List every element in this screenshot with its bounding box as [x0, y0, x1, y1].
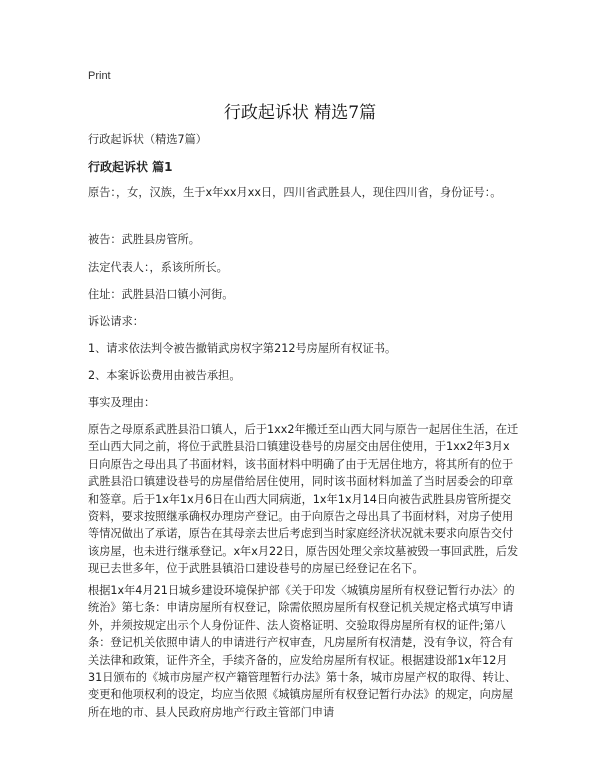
address-paragraph: 住址：武胜县沿口镇小河街。: [88, 288, 234, 301]
section-heading: 行政起诉状 篇1: [88, 160, 173, 174]
claim-item-1: 1、请求依法判令被告撤销武房权字第212号房屋所有权证书。: [88, 342, 397, 355]
subtitle: 行政起诉状（精选7篇）: [88, 133, 207, 146]
facts-paragraph-1: 原告之母原系武胜县沿口镇人，后于1xx2年搬迁至山西大同与原告一起居住生活，在迁至山西大同之前，将位于武胜县沿口镇建设巷号的房屋交由居住使用，于1xx2年3月x日向原告之母出具了书面材料，该书面材料中明确了由于无居住地方，将其所有的位于武胜县沿口镇建设巷号的房屋借给居住使用，同时该书面材料加盖了当时居委会的印章和签章。后于1x年1x月6日在山西大同病逝，1x年1x月14日向被告武胜县房管所提交资料，要求按照继承确权办理房产登记。由于向原告之母出具了书面材料，对房子使用等情况做出了承诺，原告在其母亲去世后考虑到当时家庭经济状况就未要求向原告交付该房屋，也未进行继承登记。x年x月22日，原告因处理父亲坟墓被毁一事回武胜，后发现已去世多年，位于武胜县镇沿口建设巷号的房屋已经登记在名下。: [88, 423, 519, 576]
claim-item-2: 2、本案诉讼费用由被告承担。: [88, 369, 241, 382]
claims-heading: 诉讼请求：: [88, 315, 144, 328]
plaintiff-paragraph: 原告：，女，汉族，生于x年xx月xx日，四川省武胜县人，现住四川省，身份证号：。: [88, 186, 502, 199]
legal-rep-paragraph: 法定代表人：，系该所所长。: [88, 261, 228, 274]
defendant-paragraph: 被告：武胜县房管所。: [88, 233, 200, 246]
facts-heading: 事实及理由：: [88, 396, 156, 409]
print-link[interactable]: Print: [88, 70, 111, 82]
document-title: 行政起诉状 精选7篇: [223, 103, 377, 123]
facts-paragraph-2: 根据1x年4月21日城乡建设环境保护部《关于印发〈城镇房屋所有权登记暂行办法〉的统治》第七条：申请房屋所有权登记，除需依照房屋所有权登记机关规定格式填写申请外，并须按规定出示个人身份证件、法人资格证明、交验取得房屋所有权的证件;第八条：登记机关依照申请人的申请进行产权审查，凡房屋所有权清楚，没有争议，符合有关法律和政策，证件齐全，手续齐备的，应发给房屋所有权证。根据建设部1x年12月31日颁布的《城市房屋产权产籍管理暂行办法》第十条，城市房屋产权的取得、转让、变更和他项权利的设定，均应当依照《城镇房屋所有权登记暂行办法》的规定，向房屋所在地的市、县人民政府房地产行政主管部门申请: [88, 584, 517, 719]
